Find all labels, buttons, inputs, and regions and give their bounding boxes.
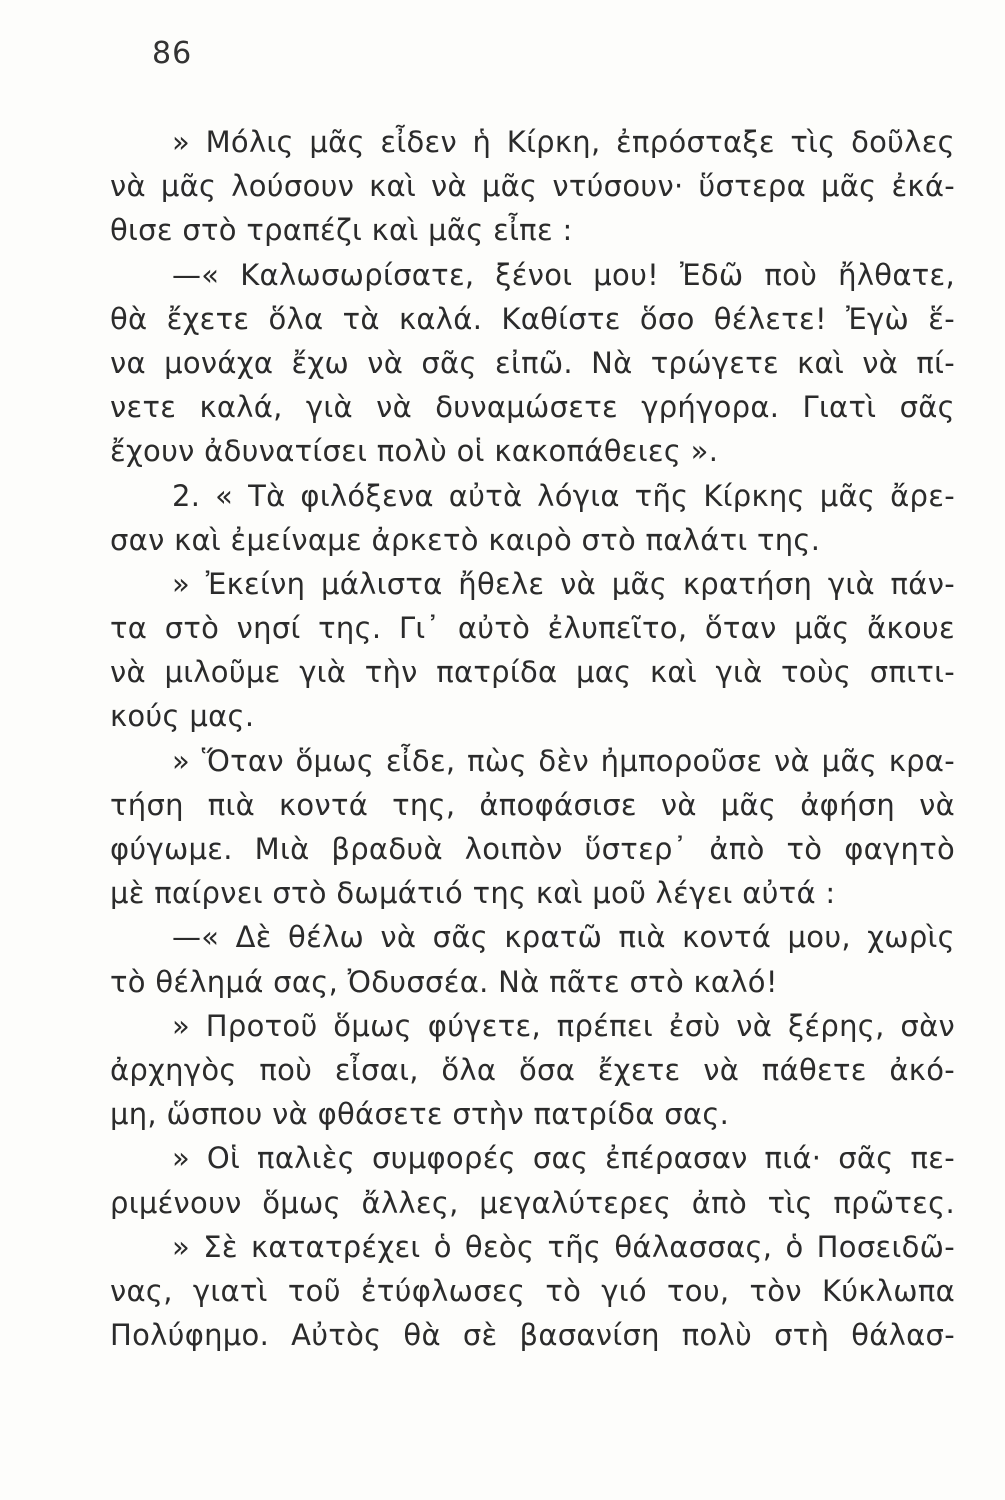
text-line: νὰ μιλοῦμε γιὰ τὴν πατρίδα μας καὶ γιὰ τοὺς σπιτι- [110,655,955,690]
body-text [110,120,955,1357]
text-line: Πολύφημο. Αὐτὸς θὰ σὲ βασανίση πολὺ στὴ θάλασ- [110,1318,955,1353]
page-number: 86 [152,36,193,71]
text-line: τήση πιὰ κοντά της, ἀποφάσισε νὰ μᾶς ἀφήση νὰ [110,787,955,822]
text-line: » Οἱ παλιὲς συμφορές σας ἐπέρασαν πιά· σᾶς πε- [172,1141,955,1176]
text-line: » Ἐκείνη μάλιστα ἤθελε νὰ μᾶς κρατήση γιὰ πάν- [172,566,955,601]
text-line: σαν καὶ ἐμείναμε ἀρκετὸ καιρὸ στὸ παλάτι της. [110,522,821,557]
text-line: τὸ θέλημά σας, Ὀδυσσέα. Νὰ πᾶτε στὸ καλό! [110,964,778,999]
text-line: » Μόλις μᾶς εἶδεν ἡ Κίρκη, ἐπρόσταξε τὶς δοῦλες [172,125,955,159]
text-line: νὰ μᾶς λούσουν καὶ νὰ μᾶς ντύσουν· ὕστερα μᾶς ἐκά- [110,169,955,204]
text-line: μὲ παίρνει στὸ δωμάτιό της καὶ μοῦ λέγει αὐτά : [110,876,836,911]
text-line: —« Δὲ θέλω νὰ σᾶς κρατῶ πιὰ κοντά μου, χωρὶς [172,920,955,955]
text-line: να μονάχα ἔχω νὰ σᾶς εἰπῶ. Νὰ τρώγετε καὶ νὰ πί- [110,345,955,380]
text-line: θισε στὸ τραπέζι καὶ μᾶς εἶπε : [110,213,573,248]
text-line: φύγωμε. Μιὰ βραδυὰ λοιπὸν ὕστερ᾽ ἀπὸ τὸ φαγητὸ [110,832,955,866]
text-line: ριμένουν ὅμως ἄλλες, μεγαλύτερες ἀπὸ τὶς πρῶτες. [110,1185,955,1220]
text-line: 2. « Τὰ φιλόξενα αὐτὰ λόγια τῆς Κίρκης μᾶς ἄρε- [172,478,955,513]
text-line: ἔχουν ἀδυνατίσει πολὺ οἱ κακοπάθειες ». [110,434,719,469]
text-line: νας, γιατὶ τοῦ ἐτύφλωσες τὸ γιό του, τὸν Κύκλωπα [110,1273,955,1308]
text-line: τα στὸ νησί της. Γι᾽ αὐτὸ ἐλυπεῖτο, ὅταν μᾶς ἄκουε [110,611,955,646]
text-line: μη, ὥσπου νὰ φθάσετε στὴν πατρίδα σας. [110,1097,730,1132]
text-line: » Ὅταν ὅμως εἶδε, πὼς δὲν ἠμποροῦσε νὰ μᾶς κρα- [172,743,955,778]
text-line: θὰ ἔχετε ὅλα τὰ καλά. Καθίστε ὅσο θέλετε! Ἐγὼ ἕ- [110,301,955,336]
text-line: κούς μας. [110,699,255,734]
text-line: —« Καλωσωρίσατε, ξένοι μου! Ἐδῶ ποὺ ἤλθατε, [172,257,955,292]
text-line: » Προτοῦ ὅμως φύγετε, πρέπει ἐσὺ νὰ ξέρης, σὰν [172,1008,955,1043]
text-line: » Σὲ κατατρέχει ὁ θεὸς τῆς θάλασσας, ὁ Ποσειδῶ- [172,1229,955,1264]
text-line: νετε καλά, γιὰ νὰ δυναμώσετε γρήγορα. Γιατὶ σᾶς [110,390,955,425]
text-line: ἀρχηγὸς ποὺ εἶσαι, ὅλα ὅσα ἔχετε νὰ πάθετε ἀκό- [110,1052,955,1087]
